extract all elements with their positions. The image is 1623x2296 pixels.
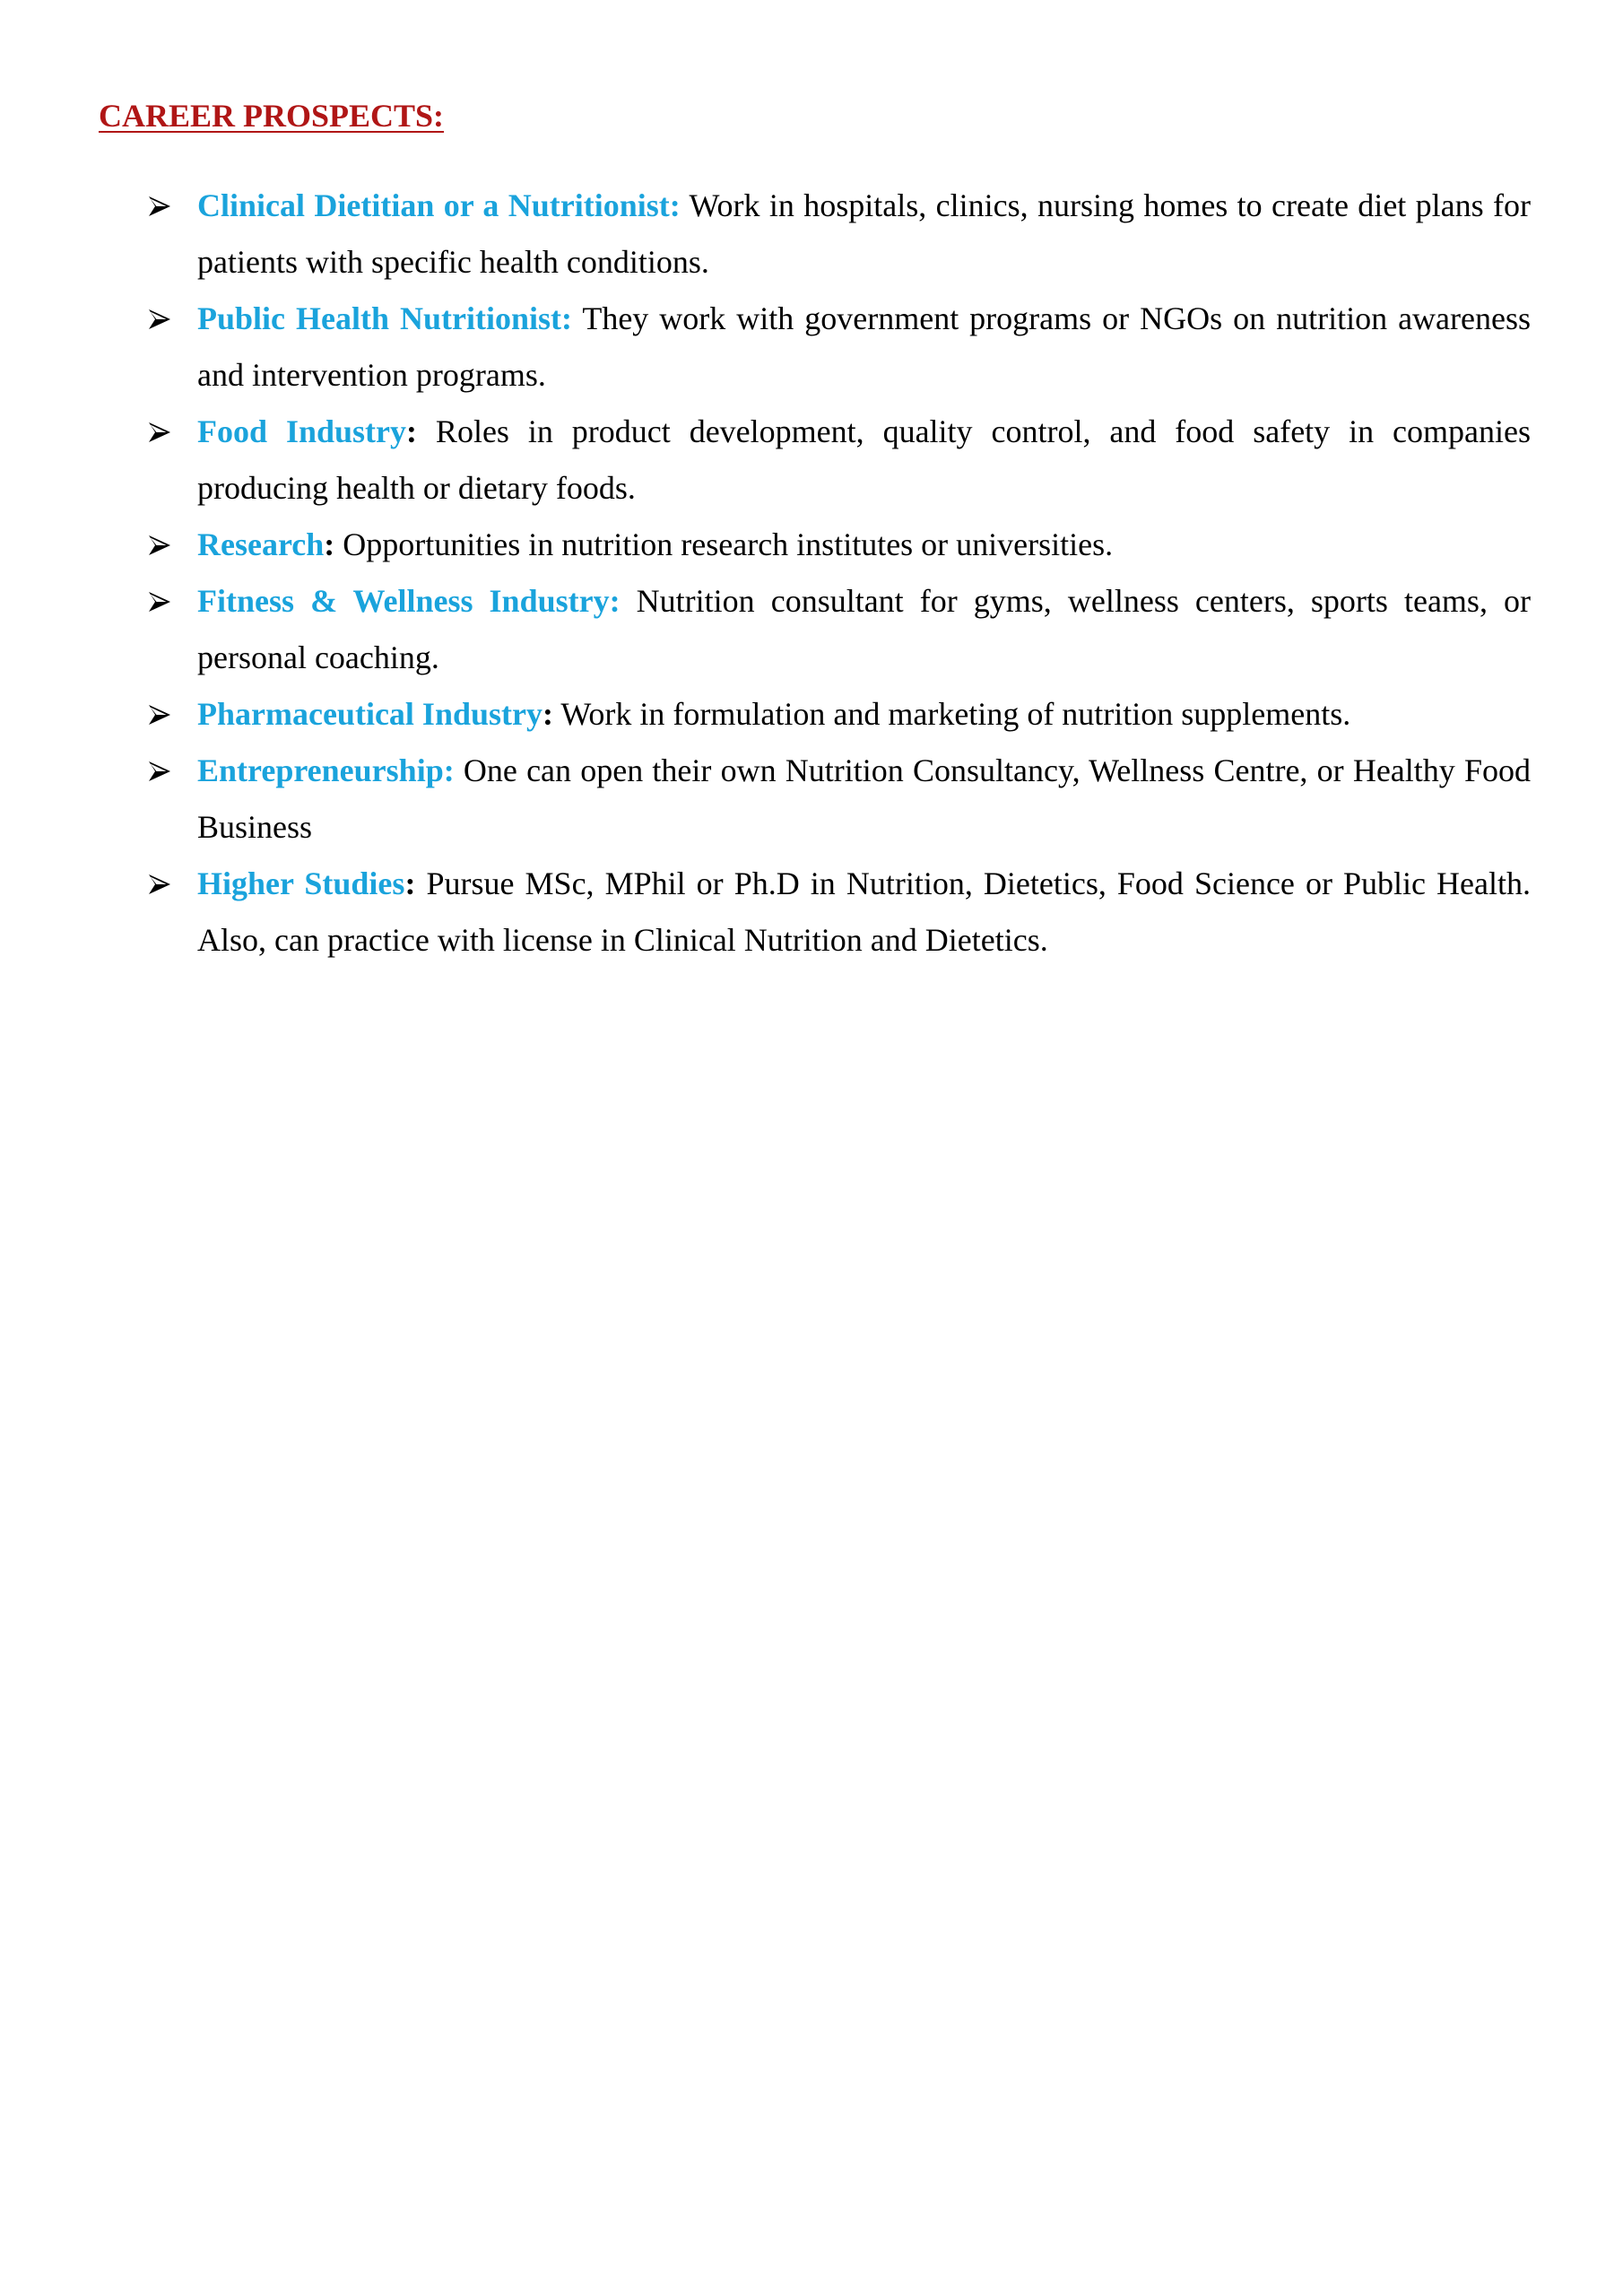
career-description: Pursue MSc, MPhil or Ph.D in Nutrition, Dietetics, Food Science or Public Health. Also, can practice with license in Clinical Nutrition and Dietetics. <box>197 865 1531 958</box>
term-colon: : <box>404 865 416 901</box>
career-term: Higher Studies <box>197 865 405 901</box>
career-description: Work in formulation and marketing of nutrition supplements. <box>552 696 1351 732</box>
career-description: Nutrition consultant for gyms, wellness centers, sports teams, or personal coaching. <box>197 583 1531 675</box>
career-description: One can open their own Nutrition Consultancy, Wellness Centre, or Healthy Food Business <box>197 752 1531 845</box>
list-item <box>0 517 1531 573</box>
career-term: Entrepreneurship: <box>197 752 455 788</box>
arrowhead-bullet-icon <box>148 686 180 743</box>
career-term: Fitness & Wellness Industry: <box>197 583 621 619</box>
career-description: Work in hospitals, clinics, nursing homes to create diet plans for patients with specific health conditions. <box>197 187 1531 280</box>
list-item <box>0 856 1531 969</box>
list-item <box>0 178 1531 291</box>
career-description: They work with government programs or NGOs on nutrition awareness and intervention programs. <box>197 300 1531 393</box>
career-description: Opportunities in nutrition research institutes or universities. <box>334 526 1114 562</box>
career-term: Clinical Dietitian or a Nutritionist: <box>197 187 681 223</box>
list-item <box>0 743 1531 856</box>
list-item <box>0 291 1531 404</box>
term-colon: : <box>406 413 417 449</box>
arrowhead-bullet-icon <box>148 856 180 912</box>
arrowhead-bullet-icon <box>148 743 180 799</box>
career-description: Roles in product development, quality control, and food safety in companies producing health or dietary foods. <box>197 413 1531 506</box>
arrowhead-bullet-icon <box>148 291 180 347</box>
career-prospects-list <box>0 178 1623 969</box>
list-item <box>0 573 1531 686</box>
list-item <box>0 686 1531 743</box>
section-heading: CAREER PROSPECTS: <box>99 98 445 134</box>
arrowhead-bullet-icon <box>148 178 180 234</box>
term-colon: : <box>324 526 335 562</box>
career-term: Public Health Nutritionist: <box>197 300 572 336</box>
arrowhead-bullet-icon <box>148 573 180 630</box>
career-term: Pharmaceutical Industry <box>197 696 542 732</box>
career-term: Food Industry <box>197 413 406 449</box>
list-item <box>0 404 1531 517</box>
career-term: Research <box>197 526 325 562</box>
arrowhead-bullet-icon <box>148 404 180 460</box>
term-colon: : <box>542 696 553 732</box>
arrowhead-bullet-icon <box>148 517 180 573</box>
